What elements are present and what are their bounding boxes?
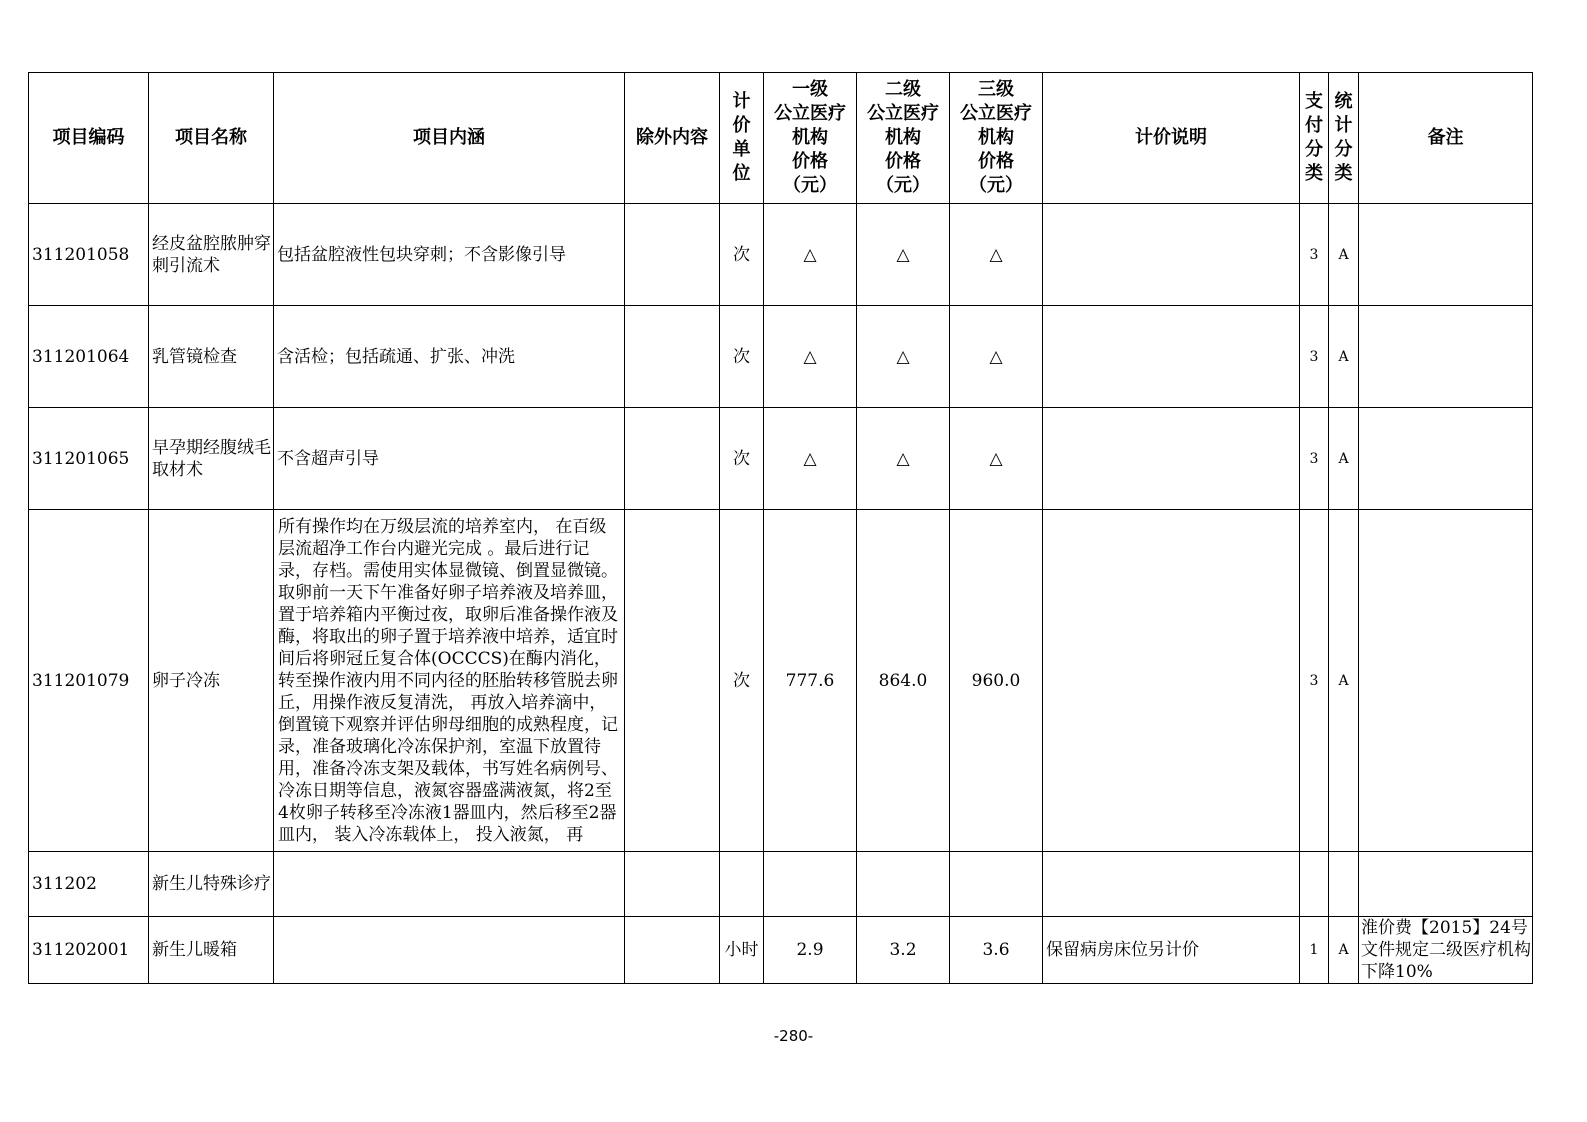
cell-stat-class: A [1329,204,1359,306]
header-unit-text: 计价单位 [732,91,751,184]
cell-exclusion [625,510,720,852]
cell-unit: 小时 [720,917,764,984]
cell-code: 311201079 [29,510,149,852]
cell-stat-class: A [1329,306,1359,408]
cell-name: 新生儿暖箱 [149,917,274,984]
cell-stat-class: A [1329,510,1359,852]
cell-pay-class: 3 [1300,306,1329,408]
cell-price-level1: 777.6 [764,510,857,852]
pricing-table [28,72,1533,984]
cell-price-level1: △ [764,306,857,408]
cell-price-level1: △ [764,204,857,306]
cell-exclusion [625,408,720,510]
cell-pay-class: 1 [1300,917,1329,984]
cell-name: 新生儿特殊诊疗 [149,852,274,917]
cell-pay-class [1300,852,1329,917]
cell-remark: 淮价费【2015】24号文件规定二级医疗机构下降10% [1359,917,1533,984]
header-pay-class: 支付分类 [1300,73,1329,204]
cell-remark [1359,510,1533,852]
cell-price-level3: △ [950,306,1043,408]
header-exclusion: 除外内容 [625,73,720,204]
cell-price-level2: △ [857,408,950,510]
cell-name: 经皮盆腔脓肿穿刺引流术 [149,204,274,306]
cell-unit: 次 [720,306,764,408]
cell-unit [720,852,764,917]
cell-name: 卵子冷冻 [149,510,274,852]
cell-price-level2: △ [857,204,950,306]
cell-price-level2: △ [857,306,950,408]
cell-content: 含活检；包括疏通、扩张、冲洗 [274,306,625,408]
cell-price-level2: 864.0 [857,510,950,852]
cell-pricing-note [1043,510,1300,852]
cell-pricing-note: 保留病房床位另计价 [1043,917,1300,984]
cell-pay-class: 3 [1300,408,1329,510]
cell-code: 311202001 [29,917,149,984]
cell-price-level2: 3.2 [857,917,950,984]
table-row [29,510,1533,852]
table-row [29,917,1533,984]
cell-stat-class [1329,852,1359,917]
cell-exclusion [625,852,720,917]
cell-price-level3: △ [950,408,1043,510]
cell-price-level3: 960.0 [950,510,1043,852]
cell-pricing-note [1043,852,1300,917]
table-row [29,408,1533,510]
cell-unit: 次 [720,204,764,306]
cell-pricing-note [1043,408,1300,510]
cell-price-level1: △ [764,408,857,510]
cell-price-level3: 3.6 [950,917,1043,984]
page-number: -280- [773,1027,814,1045]
cell-remark [1359,852,1533,917]
cell-content: 包括盆腔液性包块穿刺；不含影像引导 [274,204,625,306]
cell-content-text: 所有操作均在万级层流的培养室内， 在百级层流超净工作台内避光完成 。最后进行记录，存档。需使用实体显微镜、倒置显微镜。取卵前一天下午准备好卵子培养液及培养皿，置于培养箱内平衡过夜，取卵后准备操作液及酶，将取出的卵子置于培养液中培养，适宜时间后将卵冠丘复合体(OCCCS)在酶内消化，转至操作液内用不同内径的胚胎转移管脱去卵丘，用操作液反复清洗， 再放入培养滴中，倒置镜下观察并评估卵母细胞的成熟程度，记录，准备玻璃化冷冻保护剂，室温下放置待用，准备冷冻支架及载体，书写姓名病例号、冷冻日期等信息，液氮容器盛满液氮，将2至4枚卵子转移至冷冻液1器皿内，然后移至2器皿内， 装入冷冻载体上， 投入液氮， 再 [278,516,618,845]
header-price-level3: 三级 公立医疗 机构 价格 （元） [950,73,1043,204]
cell-remark [1359,204,1533,306]
header-content: 项目内涵 [274,73,625,204]
header-remark: 备注 [1359,73,1533,204]
header-name: 项目名称 [149,73,274,204]
cell-exclusion [625,917,720,984]
table-header-row [29,73,1533,204]
cell-name: 乳管镜检查 [149,306,274,408]
header-code: 项目编码 [29,73,149,204]
header-unit [720,73,764,204]
cell-stat-class: A [1329,408,1359,510]
header-stat-class: 统计分类 [1329,73,1359,204]
cell-exclusion [625,204,720,306]
cell-code: 311202 [29,852,149,917]
cell-pay-class: 3 [1300,204,1329,306]
cell-unit: 次 [720,408,764,510]
table-row [29,204,1533,306]
cell-price-level1 [764,852,857,917]
cell-pricing-note [1043,204,1300,306]
cell-unit: 次 [720,510,764,852]
cell-code: 311201065 [29,408,149,510]
table-row [29,852,1533,917]
cell-remark [1359,408,1533,510]
cell-content [274,917,625,984]
cell-pay-class: 3 [1300,510,1329,852]
cell-code: 311201064 [29,306,149,408]
header-price-level2: 二级 公立医疗 机构 价格 （元） [857,73,950,204]
cell-price-level1: 2.9 [764,917,857,984]
table-row [29,306,1533,408]
cell-content: 不含超声引导 [274,408,625,510]
header-price-level1: 一级 公立医疗 机构 价格 （元） [764,73,857,204]
cell-stat-class: A [1329,917,1359,984]
cell-price-level2 [857,852,950,917]
cell-content [274,510,625,852]
cell-name: 早孕期经腹绒毛取材术 [149,408,274,510]
cell-price-level3 [950,852,1043,917]
cell-code: 311201058 [29,204,149,306]
cell-pricing-note [1043,306,1300,408]
cell-price-level3: △ [950,204,1043,306]
header-pricing-note: 计价说明 [1043,73,1300,204]
cell-content [274,852,625,917]
cell-exclusion [625,306,720,408]
cell-remark [1359,306,1533,408]
